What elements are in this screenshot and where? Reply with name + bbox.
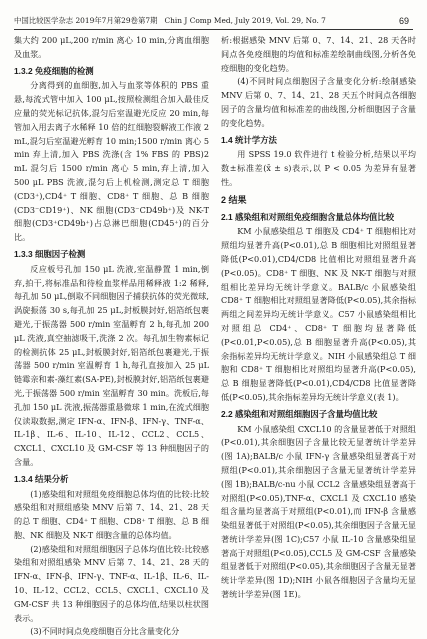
paragraph: (4)不同时间点细胞因子含量变化分析:绘制感染 MNV 后第 0、7、14、21、28 天五个时间点各细胞因子的含量均值和标准差的曲线图,分析细胞因子含量的变化趋势。: [221, 76, 416, 128]
right-column: [221, 34, 416, 602]
journal-title-cn: 中国比较医学杂志 2019年7月第29卷第7期: [14, 16, 158, 25]
journal-citation: [14, 14, 326, 28]
section-heading-1-4: 1.4 统计学方法: [221, 134, 277, 145]
paragraph: 析:根据感染 MNV 后第 0、7、14、21、28 天各时间点各免疫细胞的均值和标准差绘制曲线图,分析各免疫细胞的变化趋势。: [221, 35, 416, 73]
paragraph: KM 小鼠感染组总 T 细胞及 CD4⁺ T 细胞相比对照组均显著升高(P<0.01),总 B 细胞相比对照组显著降低(P<0.01),CD4/CD8 比值相比对照组显著升高(P<0.05)。CD8⁺ T 细胞、NK 及 NK-T 细胞与对照组相比差异均无统计学意义。BALB/c 小鼠感染组 CD8⁺ T 细胞相比对照组显著降低(P<0.05),其余指标两组之间差异均无统计学意义。C57 小鼠感染组相比对照组总 CD4⁺、CD8⁺ T 细胞均显著降低(P<0.01,P<0.05),总 B 细胞显著升高(P<0.05),其余指标差异均无统计学意义。NIH 小鼠感染组总 T 细胞和 CD8⁺ T 细胞相比对照组均显著升高(P<0.05),总 B 细胞显著降低(P<0.01),CD4/CD8 比值显著降低(P<0.05),其余指标差异均无统计学意义(表 1)。: [221, 226, 416, 402]
left-column: [14, 34, 209, 639]
paragraph: KM 小鼠感染组 CXCL10 的含量显著低于对照组(P<0.01),其余细胞因子含量比较无显著统计学差异(图 1A);BALB/c 小鼠 IFN-γ 含量感染组显著高于对照组(P<0.01),其余细胞因子含量无显著统计学差异(图 1B);BALB/c-nu 小鼠 CCL2 含量感染组显著高于对照组(P<0.05),TNF-α、CXCL1 及 CXCL10 感染组含量均显著高于对照组(P<0.01),而 IFN-β 含量感染组显著低于对照组(P<0.05),其余细胞因子含量无显著统计学差异(图 1C);C57 小鼠 IL-10 含量感染组显著高于对照组(P<0.05),CCL5 及 GM-CSF 含量感染组显著低于对照组(P<0.05),其余细胞因子含量无显著统计学差异(图 1D);NIH 小鼠各细胞因子含量均无显著统计学差异(图 1E)。: [221, 423, 416, 600]
page-number: 69: [398, 16, 409, 26]
section-heading-2-2: 2.2 感染组和对照组细胞因子含量均值比较: [221, 408, 378, 419]
section-heading-1-3-3: 1.3.3 细胞因子检测: [14, 248, 86, 259]
section-heading-1-3-2: 1.3.2 免疫细胞的检测: [14, 65, 94, 76]
paragraph: 用 SPSS 19.0 软件进行 t 检验分析,结果以平均数±标准差(x̄ ± s)表示,以 P < 0.05 为差异有显著性。: [221, 149, 416, 187]
paragraph: (1)感染组和对照组免疫细胞总体均值的比较:比较感染组和对照组感染 MNV 后第 7、14、21、28 天的总 T 细胞、CD4⁺ T 细胞、CD8⁺ T 细胞、总 B 细胞、NK 细胞及 NK-T 细胞含量的总体均值。: [14, 488, 209, 540]
header-rule: [14, 29, 413, 30]
section-heading-1-3-4: 1.3.4 结果分析: [14, 473, 69, 484]
section-heading-2: 2 结果: [221, 194, 247, 205]
paragraph: (2)感染组和对照组细胞因子总体均值比较:比较感染组和对照组感染 MNV 后第 7、14、21、28 天的 IFN-α、IFN-β、IFN-γ、TNF-α、IL-1β、IL-6、IL-10、IL-12、CCL2、CCL5、CXCL1、CXCL10 及 GM-CSF 共 13 种细胞因子的总体均值,结果以柱状图表示。: [14, 543, 209, 623]
paragraph: 反应板号孔加 150 μL 洗液,室温静置 1 min,倒弃,拍干,将标准品和待检血浆样品用稀释液 1:2 稀释,每孔加 50 μL,倒取不同细胞因子捕获抗体的荧光微球,涡旋振荡 30 s,每孔加 25 μL,封板膜封好,铝箔纸包裹避光,于振荡器 500 r/min 室温孵育 2 h,每孔加 200 μL 洗液,真空抽滤吸干,洗涤 2 次。每孔加生物素标记的检测抗体 25 μL,封板膜封好,铝箔纸包裹避光,于振荡器 500 r/min 室温孵育 1 h,每孔直接加入 25 μL 链霉亲和素-藻红素(SA-PE),封板膜封好,铝箔纸包裹避光,于振荡器 500 r/min 室温孵育 30 min。洗板后,每孔加 150 μL 洗液,振荡器重悬微球 1 min,在流式细胞仪读取数据,测定 IFN-α、IFN-β、IFN-γ、TNF-α、IL-1β、IL-6、IL-10、IL-12、CCL2、CCL5、CXCL1、CXCL10 及 GM-CSF 等 13 种细胞因子的含量。: [14, 263, 209, 467]
paragraph: 分离得到的血细胞,加入与血浆等体积的 PBS 重悬,每流式管中加入 100 μL,按照检测组合加入最佳反应量的荧光标记抗体,混匀后室温避光反应 20 min,每管加入用去离子水稀释 10 倍的红细胞裂解液工作液 2 mL,混匀后室温避光孵育 10 min;1500 r/min 离心 5 min 弃上清,加入 PBS 洗涤(含 1% FBS 的 PBS)2 mL 混匀后 1500 r/min 离心 5 min,弃上清,加入 500 μL PBS 洗液,混匀后上机检测,测定总 T 细胞(CD3⁺),CD4⁺ T 细胞、CD8⁺ T 细胞、总 B 细胞(CD3⁻CD19⁺)、NK 细胞(CD3⁻CD49b⁺)及 NK-T 细胞(CD3⁺CD49b⁺)占总淋巴细胞(CD45⁺)的百分比。: [14, 80, 209, 243]
journal-title-en: Chin J Comp Med, July 2019, Vol. 29, No. 7: [164, 16, 326, 25]
paragraph: (3)不同时间点免疫细胞百分比含量变化分: [30, 626, 180, 637]
section-heading-2-1: 2.1 感染组和对照组免疫细胞含量总体均值比较: [221, 211, 395, 222]
running-header: [14, 14, 413, 28]
paragraph: 集大约 200 μL,200 r/min 离心 10 min,分离血细胞及血浆。: [14, 35, 209, 59]
